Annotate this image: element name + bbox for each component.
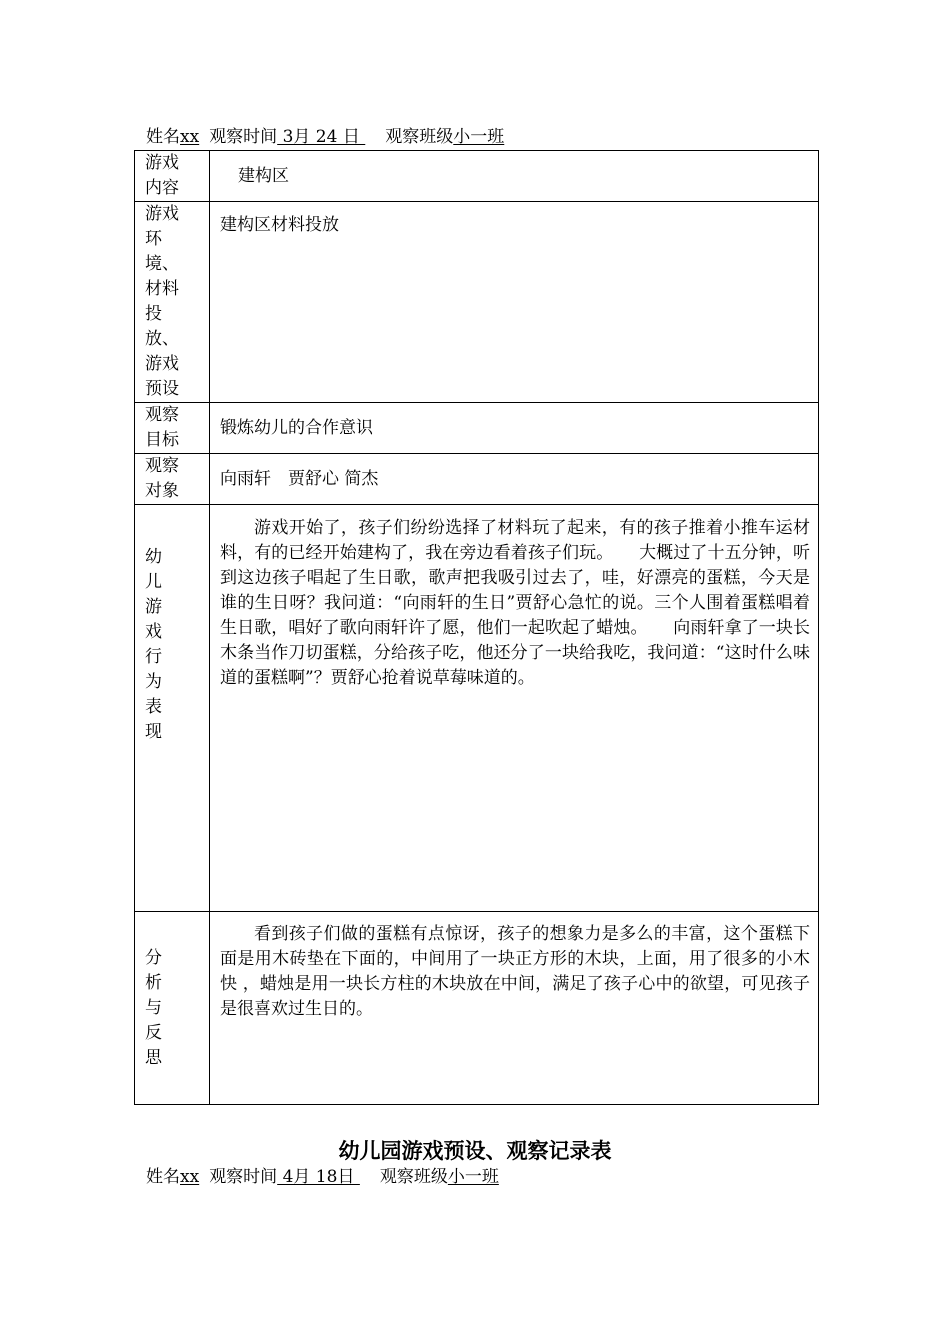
record2-info-line bbox=[146, 1167, 499, 1187]
goal-value-cell bbox=[210, 403, 819, 454]
row-game-content bbox=[135, 151, 819, 202]
row-goal bbox=[135, 403, 819, 454]
row-subjects bbox=[135, 454, 819, 505]
row-analysis bbox=[135, 912, 819, 1105]
observation-record-table bbox=[134, 150, 819, 1105]
behavior-label: 幼儿游戏行为表现 bbox=[145, 547, 162, 742]
subjects-value-cell bbox=[210, 454, 819, 505]
goal-label-cell bbox=[135, 403, 210, 454]
row-behavior bbox=[135, 505, 819, 912]
time-label: 观察时间 bbox=[209, 127, 278, 147]
analysis-label-cell bbox=[135, 912, 210, 1105]
subjects-value: 向雨轩 贾舒心 简杰 bbox=[220, 468, 379, 489]
name-value: xx bbox=[180, 127, 200, 147]
game-content-value-cell bbox=[210, 151, 819, 202]
game-content-label-cell bbox=[135, 151, 210, 202]
analysis-value-cell bbox=[210, 912, 819, 1105]
behavior-value: 游戏开始了，孩子们纷纷选择了材料玩了起来，有的孩子推着小推车运材料，有的已经开始建构了，我在旁边看着孩子们玩。 大概过了十五分钟，听到这边孩子唱起了生日歌，歌声把我吸引过去了，哇，好漂亮的蛋糕，今天是谁的生日呀？我问道：“向雨轩的生日”贾舒心急忙的说。三个人围着蛋糕唱着生日歌，唱好了歌向雨轩许了愿，他们一起吹起了蜡烛。 向雨轩拿了一块长木条当作刀切蛋糕，分给孩子吃，他还分了一块给我吃，我问道：“这时什么味道的蛋糕啊”？贾舒心抢着说草莓味道的。 bbox=[220, 518, 810, 688]
environment-label-cell bbox=[135, 202, 210, 403]
game-content-value: 建构区 bbox=[238, 165, 289, 186]
environment-value: 建构区材料投放 bbox=[220, 215, 339, 235]
subjects-label-cell bbox=[135, 454, 210, 505]
class-label-2: 观察班级 bbox=[379, 1167, 448, 1187]
time-value-2: 4月 18日 bbox=[277, 1167, 360, 1187]
behavior-value-cell bbox=[210, 505, 819, 912]
environment-value-cell bbox=[210, 202, 819, 403]
class-value: 小一班 bbox=[453, 127, 505, 147]
behavior-label-cell bbox=[135, 505, 210, 912]
name-value-2: xx bbox=[180, 1167, 200, 1187]
goal-label: 观察目标 bbox=[145, 405, 179, 450]
environment-label: 游戏环境、材料投放、游戏预设 bbox=[145, 204, 179, 399]
record-info-line bbox=[146, 127, 504, 147]
analysis-value: 看到孩子们做的蛋糕有点惊讶，孩子的想象力是多么的丰富，这个蛋糕下面是用木砖垫在下面的，中间用了一块正方形的木块，上面，用了很多的小木快 ，蜡烛是用一块长方柱的木块放在中间，满足了孩子心中的欲望，可见孩子是很喜欢过生日的。 bbox=[220, 924, 810, 1019]
analysis-label: 分析与反思 bbox=[145, 947, 162, 1068]
time-label-2: 观察时间 bbox=[209, 1167, 278, 1187]
goal-value: 锻炼幼儿的合作意识 bbox=[220, 417, 373, 438]
class-value-2: 小一班 bbox=[447, 1167, 499, 1187]
page-title: 幼儿园游戏预设、观察记录表 bbox=[338, 1138, 612, 1163]
name-label-2: 姓名 bbox=[146, 1167, 180, 1187]
game-content-label: 游戏内容 bbox=[145, 153, 179, 198]
class-label: 观察班级 bbox=[385, 127, 454, 147]
subjects-label: 观察对象 bbox=[145, 456, 179, 501]
time-value: 3月 24 日 bbox=[277, 127, 366, 147]
row-environment bbox=[135, 202, 819, 403]
name-label: 姓名 bbox=[146, 127, 180, 147]
